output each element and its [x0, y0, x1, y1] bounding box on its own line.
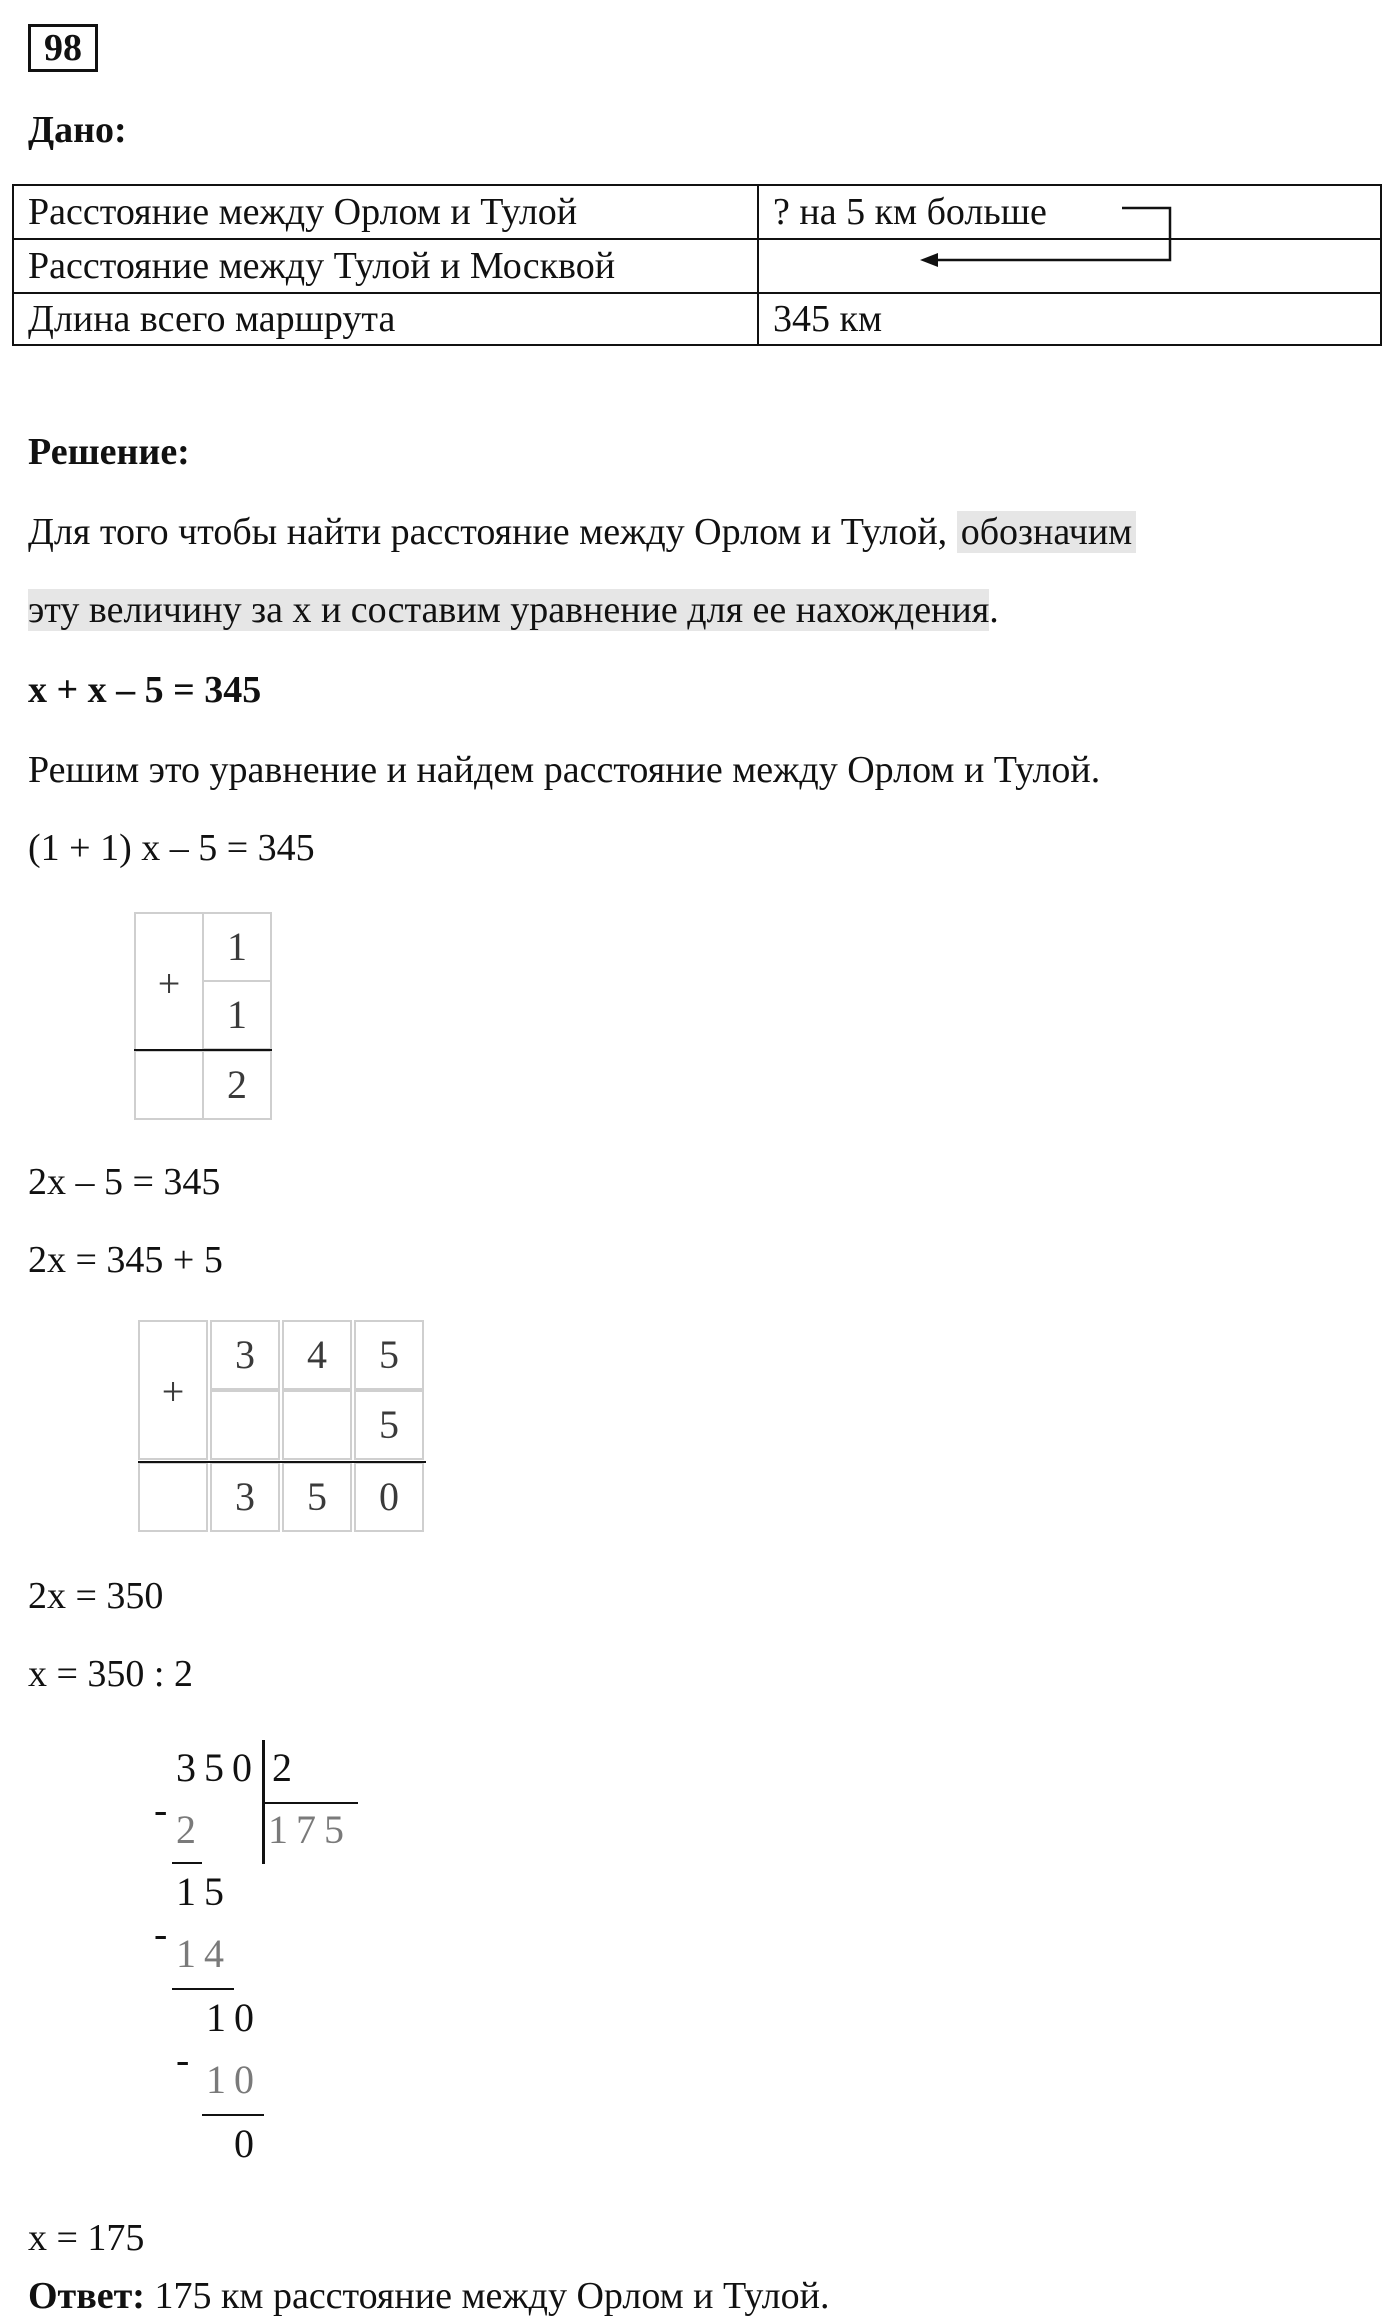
equation-step: 2x – 5 = 345 [28, 1161, 221, 1203]
final-remainder: 0 [234, 2121, 262, 2166]
highlighted-text: обозначим [957, 511, 1137, 553]
subtrahend: 2 [176, 1807, 204, 1852]
result-line: x = 175 [28, 2217, 145, 2259]
grid-cell [210, 1390, 280, 1460]
answer-label: Ответ: [28, 2275, 145, 2317]
grid-cell [134, 912, 204, 1052]
subtraction-line [202, 2114, 264, 2116]
grid-cell: 5 [354, 1390, 424, 1460]
grid-cell [134, 1050, 204, 1120]
equation-step: 2x = 350 [28, 1575, 164, 1617]
plus-sign: + [157, 961, 181, 1006]
minus-sign: - [154, 1787, 176, 1832]
grid-cell: 0 [354, 1462, 424, 1532]
subtraction-line [172, 1988, 234, 1990]
given-label-cell: Длина всего маршрута [13, 293, 758, 345]
given-heading: Дано: [28, 109, 127, 151]
grid-cell [138, 1462, 208, 1532]
subtrahend: 14 [176, 1931, 232, 1976]
grid-cell [282, 1390, 352, 1460]
given-value-cell: 345 км [758, 293, 1381, 345]
grid-cell: 3 [210, 1320, 280, 1390]
given-label-cell: Расстояние между Орлом и Тулой [13, 185, 758, 239]
quotient-line [262, 1802, 358, 1804]
grid-cell: 5 [354, 1320, 424, 1390]
sum-line [138, 1461, 426, 1463]
solve-text: Решим это уравнение и найдем расстояние между Орлом и Тулой. [28, 749, 1101, 791]
equation-step: x = 350 : 2 [28, 1653, 193, 1695]
grid-cell: 4 [282, 1320, 352, 1390]
divisor: 2 [272, 1745, 300, 1790]
plus-sign: + [161, 1369, 185, 1414]
subtrahend: 10 [206, 2057, 262, 2102]
answer-line [28, 2274, 829, 2318]
grid-cell: 3 [210, 1462, 280, 1532]
quotient: 175 [268, 1807, 352, 1852]
highlighted-text: эту величину за x и составим уравнение для ее нахождения [28, 589, 990, 631]
main-equation: x + x – 5 = 345 [28, 669, 262, 711]
minus-sign: - [176, 2037, 198, 2082]
dividend: 350 [176, 1745, 260, 1790]
solution-heading: Решение: [28, 431, 190, 473]
given-value-cell: ? на 5 км больше [758, 185, 1381, 239]
equation-step: 2x = 345 + 5 [28, 1239, 223, 1281]
remainder: 15 [176, 1869, 232, 1914]
table-row [13, 293, 1381, 345]
grid-cell: 1 [202, 980, 272, 1050]
grid-cell: 5 [282, 1462, 352, 1532]
relation-arrow-icon [900, 196, 1180, 276]
minus-sign: - [154, 1911, 176, 1956]
intro-line-1 [28, 510, 1136, 554]
answer-text: 175 км расстояние между Орлом и Тулой. [144, 2275, 830, 2317]
intro-line-2 [28, 588, 999, 632]
given-label-cell: Расстояние между Тулой и Москвой [13, 239, 758, 293]
grid-cell: 2 [202, 1050, 272, 1120]
intro-text-part1: Для того чтобы найти расстояние между Орлом и Тулой, [28, 511, 948, 553]
equation-step: (1 + 1) x – 5 = 345 [28, 827, 315, 869]
remainder: 10 [206, 1995, 262, 2040]
task-number-badge: 98 [28, 24, 98, 72]
intro-period: . [989, 589, 999, 631]
subtraction-line [172, 1862, 202, 1864]
grid-cell [138, 1320, 208, 1460]
sum-line [134, 1049, 272, 1051]
grid-cell: 1 [202, 912, 272, 982]
